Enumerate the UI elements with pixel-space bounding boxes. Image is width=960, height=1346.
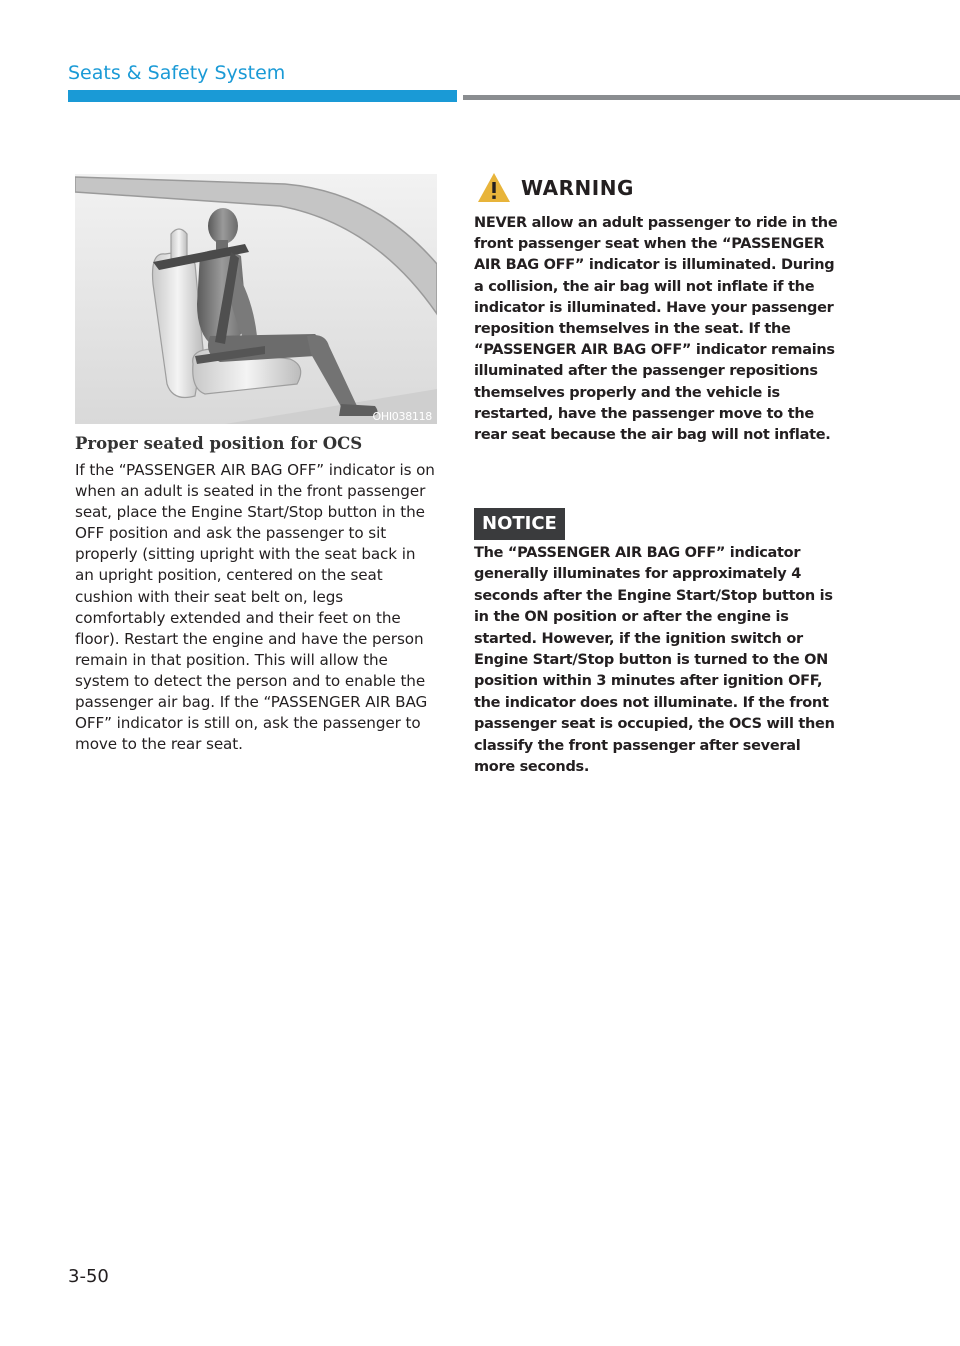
seated-position-figure bbox=[75, 174, 437, 424]
notice-text: The “PASSENGER AIR BAG OFF” indicator generally illuminates for approximately 4 seconds after the Engine Start/Stop button is in the ON position or after the engine is started. However, if the ignition switch or Engine Start/Stop button is turned to the ON position within 3 minutes after ignition OFF, the indicator does not illuminate. If the front passenger seat is occupied, the OCS will then classify the front passenger after several more seconds. bbox=[474, 545, 835, 776]
figure-code: OHI038118 bbox=[372, 410, 432, 423]
header-rule-accent bbox=[68, 90, 457, 102]
page-number: 3-50 bbox=[68, 1266, 109, 1287]
figure-caption: Proper seated position for OCS bbox=[75, 434, 363, 453]
section-title: Seats & Safety System bbox=[68, 62, 286, 84]
warning-title: WARNING bbox=[521, 175, 634, 200]
seated-mannequin-illustration bbox=[75, 174, 437, 424]
warning-triangle-icon bbox=[477, 172, 511, 203]
notice-badge: NOTICE bbox=[474, 508, 565, 540]
warning-text: NEVER allow an adult passenger to ride in the front passenger seat when the “PASSENGER AIR BAG OFF” indicator is illuminated. During a collision, the air bag will not inflate if the indicator is illuminated. Have your passenger reposition themselves in the seat. If the “PASSENGER AIR BAG OFF” indicator remains illuminated after the passenger repositions themselves properly and the vehicle is restarted, have the passenger move to the rear seat because the air bag will not inflate. bbox=[474, 215, 838, 444]
header-rule-gray bbox=[463, 95, 960, 100]
warning-heading bbox=[477, 172, 634, 203]
left-body-text: If the “PASSENGER AIR BAG OFF” indicator is on when an adult is seated in the front passenger seat, place the Engine Start/Stop button in the OFF position and ask the passenger to sit properly (sitting upright with the seat back in an upright position, centered on the seat cushion with their seat belt on, legs comfortably extended and their feet on the floor). Restart the engine and have the person remain in that position. This will allow the system to detect the person and to enable the passenger air bag. If the “PASSENGER AIR BAG OFF” indicator is still on, ask the passenger to move to the rear seat. bbox=[75, 461, 435, 754]
